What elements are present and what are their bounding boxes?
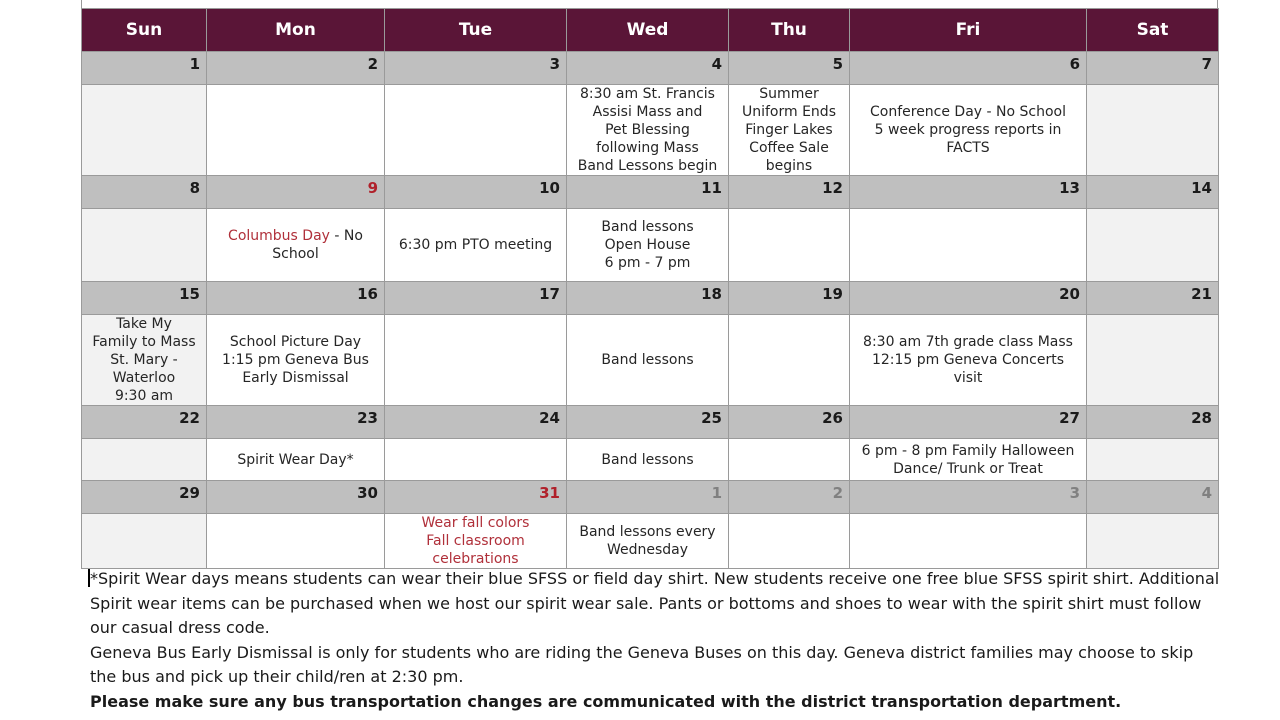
date-number: 22 [82,406,207,439]
day-cell [729,315,850,406]
day-cell [729,85,850,176]
weekday-header-wed: Wed [567,9,729,52]
event-text-main: Open House [604,237,691,253]
event-text [731,139,847,157]
day-cell [567,315,729,406]
date-number: 5 [729,52,850,85]
date-number: 19 [729,282,850,315]
day-cell [385,514,567,569]
day-cell [1087,514,1219,569]
weekday-header-fri: Fri [850,9,1087,52]
event-text [731,85,847,103]
day-cell [567,514,729,569]
event-text-main: 6 pm - 7 pm [604,255,691,271]
day-cell [82,439,207,481]
event-text-main: 8:30 am St. Francis [580,86,715,102]
weekday-header-sat: Sat [1087,9,1219,52]
note-spirit-wear: *Spirit Wear days means students can wear their blue SFSS or field day shirt. New students receive one free blue SFSS spirit shirt. Additional Spirit wear items can be purchased when we host our spirit wear sale. Pants or bottoms and shoes to wear with the spirit shirt must follow our casual dress code. [90,569,1220,637]
date-number: 13 [850,176,1087,209]
event-text-main: School Picture Day [229,334,362,350]
day-cell [82,209,207,282]
event-text-main: Fall classroom [426,533,525,549]
event-text [852,369,1084,387]
event-text-main: begins [765,158,813,174]
event-text-rest: - No [329,228,363,244]
event-text [852,139,1084,157]
event-text [852,442,1084,460]
day-cell [385,439,567,481]
event-text-main: following Mass [596,140,699,156]
date-number: 23 [207,406,385,439]
event-text-main: 6:30 pm PTO meeting [398,237,553,253]
events-row [82,514,1219,569]
event-text-main: celebrations [432,551,519,567]
event-text [209,351,382,369]
event-text [569,157,726,175]
date-number: 25 [567,406,729,439]
events-row [82,85,1219,176]
date-row [82,52,1219,85]
event-text [84,333,204,351]
weekday-header-row [82,9,1219,52]
day-cell [207,209,385,282]
event-text [569,236,726,254]
date-number: 10 [385,176,567,209]
day-cell [850,85,1087,176]
day-cell [729,514,850,569]
date-row [82,481,1219,514]
day-cell [567,85,729,176]
date-number: 1 [567,481,729,514]
date-number: 9 [207,176,385,209]
day-cell [207,514,385,569]
event-text [731,121,847,139]
day-cell [1087,85,1219,176]
event-text-main: Summer [759,86,819,102]
date-number: 14 [1087,176,1219,209]
event-text [209,369,382,387]
event-text-main: Take My [116,316,172,332]
event-text [209,245,382,263]
day-cell [385,315,567,406]
day-cell [82,514,207,569]
event-text [852,103,1084,121]
events-row [82,209,1219,282]
date-number: 6 [850,52,1087,85]
date-number: 30 [207,481,385,514]
event-text [387,236,564,254]
date-number: 2 [207,52,385,85]
event-text-main: Uniform Ends [741,104,836,120]
event-text-main: Band lessons [601,451,694,468]
event-text-main: Dance/ Trunk or Treat [893,460,1043,477]
event-text-main: Finger Lakes [745,122,833,138]
event-text [84,315,204,333]
event-text-main: Spirit Wear Day* [237,451,354,468]
event-text [209,333,382,351]
event-text [569,541,726,559]
date-row [82,406,1219,439]
calendar-grid [81,8,1219,569]
date-number: 15 [82,282,207,315]
event-text [387,550,564,568]
event-text-main: 5 week progress reports in [874,122,1062,138]
date-row [82,282,1219,315]
event-text-main: 9:30 am [114,388,174,404]
event-text [731,157,847,175]
note-transportation: Please make sure any bus transportation changes are communicated with the district transportation department. [90,691,1122,711]
weekday-header-tue: Tue [385,9,567,52]
weekday-header-sun: Sun [82,9,207,52]
events-row [82,315,1219,406]
event-text-main: Waterloo [112,370,176,386]
date-number: 12 [729,176,850,209]
date-number: 8 [82,176,207,209]
date-row [82,176,1219,209]
date-number: 4 [567,52,729,85]
day-cell [729,209,850,282]
event-text-main: School [272,246,319,262]
day-cell [207,315,385,406]
event-text [731,103,847,121]
date-number: 31 [385,481,567,514]
event-text [569,218,726,236]
event-text [852,460,1084,478]
events-row [82,439,1219,481]
event-text [84,369,204,387]
event-text-main: Early Dismissal [242,370,349,386]
date-number: 11 [567,176,729,209]
event-text-main: visit [953,370,983,386]
date-number: 20 [850,282,1087,315]
day-cell [850,514,1087,569]
date-number: 29 [82,481,207,514]
date-number: 1 [82,52,207,85]
date-number: 16 [207,282,385,315]
event-text [569,523,726,541]
event-text-main: FACTS [946,140,990,156]
event-text-main: Pet Blessing [605,122,690,138]
day-cell [207,85,385,176]
event-text-main: Band lessons every [579,524,716,540]
date-number: 3 [850,481,1087,514]
date-number: 17 [385,282,567,315]
day-cell [385,85,567,176]
date-number: 4 [1087,481,1219,514]
event-text [569,85,726,103]
day-cell [1087,209,1219,282]
calendar-top-edge [81,0,1218,8]
weekday-header-mon: Mon [207,9,385,52]
day-cell [207,439,385,481]
event-text [209,451,382,469]
day-cell [82,315,207,406]
event-text-main: 6 pm - 8 pm Family Halloween [861,442,1075,459]
event-text-main: Wear fall colors [421,515,530,531]
event-text-main: St. Mary - [110,352,178,368]
day-cell [82,85,207,176]
date-number: 28 [1087,406,1219,439]
event-text [852,333,1084,351]
event-text [852,121,1084,139]
day-cell [850,209,1087,282]
event-text [209,227,382,245]
note-bus-dismissal: Geneva Bus Early Dismissal is only for students who are riding the Geneva Buses on this day. Geneva district families may choose to skip the bus and pick up their child/ren at 2:30 pm. [90,642,1194,686]
event-text [569,254,726,272]
event-text-main: Coffee Sale [749,140,829,156]
date-number: 27 [850,406,1087,439]
event-text [387,532,564,550]
event-text-main: 1:15 pm Geneva Bus [222,352,369,368]
day-cell [1087,439,1219,481]
day-cell [385,209,567,282]
event-text-main: Wednesday [606,542,689,558]
date-number: 18 [567,282,729,315]
event-text-main: Conference Day - No School [869,104,1066,120]
event-text-main: Assisi Mass and [592,104,703,120]
date-number: 24 [385,406,567,439]
day-cell [850,439,1087,481]
event-text-main: 12:15 pm Geneva Concerts [871,352,1065,368]
event-text-main: Band lessons [601,352,694,368]
event-text [84,387,204,405]
day-cell [729,439,850,481]
event-text-main: 8:30 am 7th grade class Mass [863,334,1073,350]
event-text [569,451,726,469]
event-text-main: Columbus Day [228,228,330,244]
day-cell [850,315,1087,406]
event-text [569,351,726,369]
date-number: 7 [1087,52,1219,85]
event-text [84,351,204,369]
day-cell [567,439,729,481]
day-cell [567,209,729,282]
event-text-main: Family to Mass [92,334,196,350]
event-text [569,121,726,139]
weekday-header-thu: Thu [729,9,850,52]
date-number: 2 [729,481,850,514]
day-cell [1087,315,1219,406]
event-text-main: Band Lessons begin [577,158,718,174]
event-text [569,139,726,157]
date-number: 3 [385,52,567,85]
date-number: 26 [729,406,850,439]
calendar-notes [90,567,1220,714]
calendar-body [82,52,1219,569]
event-text [387,514,564,532]
event-text-main: Band lessons [601,219,694,235]
event-text [852,351,1084,369]
event-text [569,103,726,121]
date-number: 21 [1087,282,1219,315]
